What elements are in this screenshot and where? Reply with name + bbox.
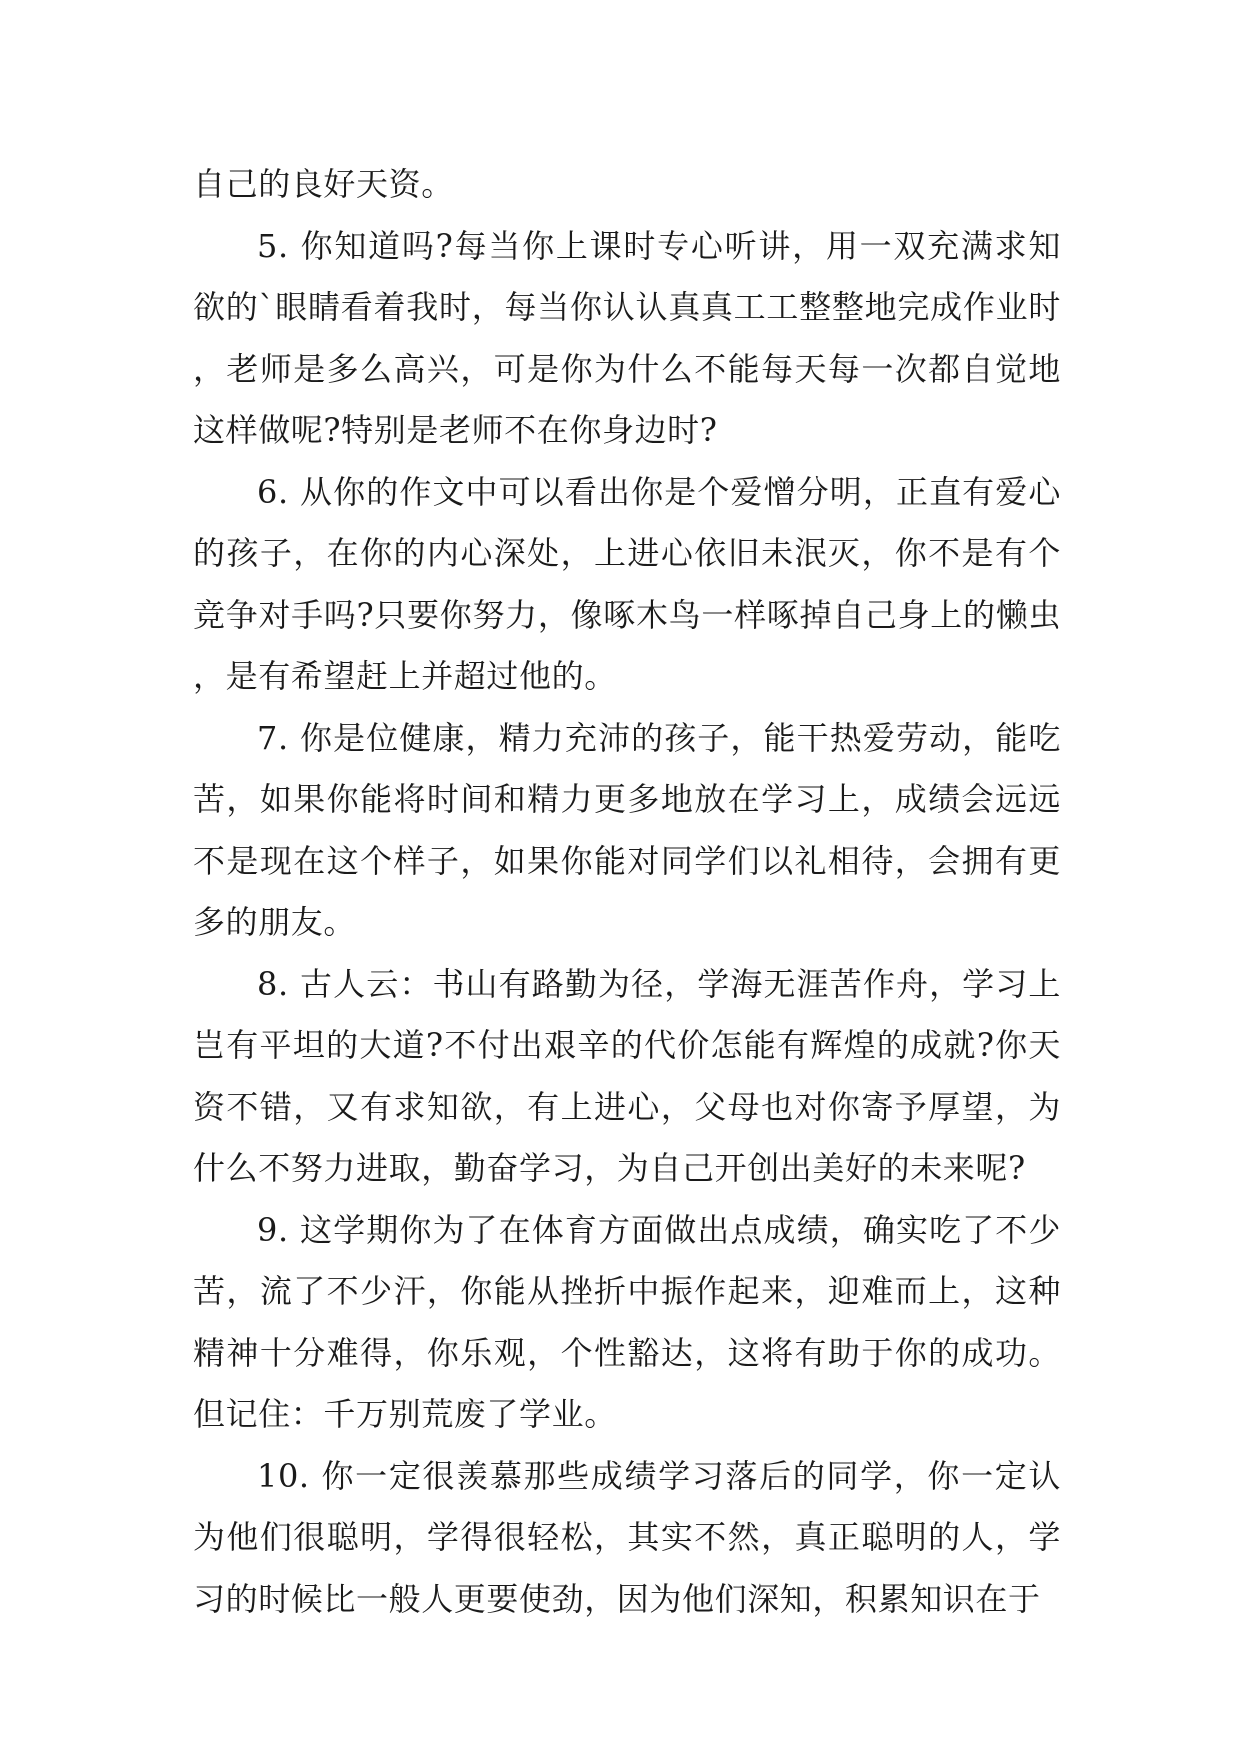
- paragraph-item-5: 5. 你知道吗?每当你上课时专心听讲，用一双充满求知欲的`眼睛看着我时，每当你认认真真工工整整地完成作业时，老师是多么高兴，可是你为什么不能每天每一次都自觉地这样做呢?特别是老师不在你身边时?: [193, 226, 1061, 449]
- document-body: [193, 154, 1061, 1630]
- paragraph-item-7: 7. 你是位健康，精力充沛的孩子，能干热爱劳动，能吃苦，如果你能将时间和精力更多地放在学习上，成绩会远远不是现在这个样子，如果你能对同学们以礼相待，会拥有更多的朋友。: [193, 718, 1061, 941]
- paragraph-item-8: 8. 古人云：书山有路勤为径，学海无涯苦作舟，学习上岂有平坦的大道?不付出艰辛的代价怎能有辉煌的成就?你天资不错，又有求知欲，有上进心，父母也对你寄予厚望，为什么不努力进取，勤奋学习，为自己开创出美好的未来呢?: [193, 964, 1061, 1187]
- paragraph-continuation: 自己的良好天资。: [193, 165, 454, 203]
- paragraph-item-9: 9. 这学期你为了在体育方面做出点成绩，确实吃了不少苦，流了不少汗，你能从挫折中振作起来，迎难而上，这种精神十分难得，你乐观，个性豁达，这将有助于你的成功。但记住：千万别荒废了学业。: [193, 1210, 1061, 1433]
- paragraph-item-10: 10. 你一定很羡慕那些成绩学习落后的同学，你一定认为他们很聪明，学得很轻松，其实不然，真正聪明的人，学习的时候比一般人更要使劲，因为他们深知，积累知识在于: [193, 1456, 1061, 1618]
- paragraph-item-6: 6. 从你的作文中可以看出你是个爱憎分明，正直有爱心的孩子，在你的内心深处，上进心依旧未泯灭，你不是有个竞争对手吗?只要你努力，像啄木鸟一样啄掉自己身上的懒虫，是有希望赶上并超过他的。: [193, 472, 1061, 695]
